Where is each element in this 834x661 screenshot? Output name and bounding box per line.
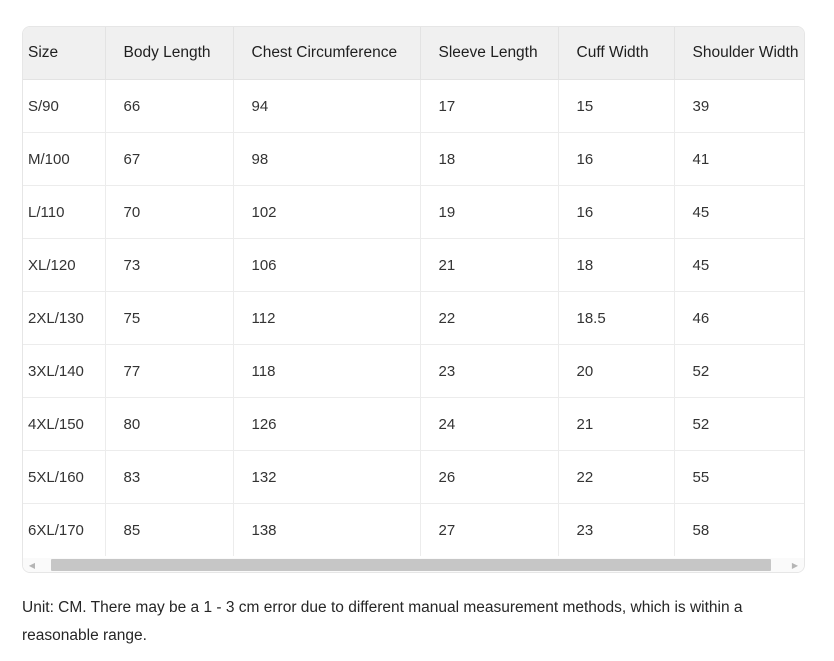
cell-shoulder-width: 55: [674, 451, 804, 504]
cell-cuff-width: 16: [558, 186, 674, 239]
cell-sleeve-length: 19: [420, 186, 558, 239]
table-row: [23, 239, 804, 292]
cell-sleeve-length: 26: [420, 451, 558, 504]
cell-body-length: 83: [105, 451, 233, 504]
cell-shoulder-width: 52: [674, 345, 804, 398]
scroll-left-arrow-icon[interactable]: ◀: [28, 561, 36, 570]
size-chart-table: [23, 27, 804, 556]
cell-body-length: 75: [105, 292, 233, 345]
table-header: [23, 27, 804, 80]
cell-shoulder-width: 39: [674, 80, 804, 133]
cell-cuff-width: 18.5: [558, 292, 674, 345]
cell-body-length: 73: [105, 239, 233, 292]
cell-sleeve-length: 18: [420, 133, 558, 186]
size-chart-card: [22, 26, 805, 573]
cell-body-length: 80: [105, 398, 233, 451]
cell-shoulder-width: 41: [674, 133, 804, 186]
cell-size: 4XL/150: [23, 398, 105, 451]
cell-chest-circumference: 94: [233, 80, 420, 133]
scrollbar-thumb[interactable]: [51, 559, 771, 571]
cell-chest-circumference: 132: [233, 451, 420, 504]
cell-shoulder-width: 45: [674, 239, 804, 292]
cell-cuff-width: 20: [558, 345, 674, 398]
cell-chest-circumference: 106: [233, 239, 420, 292]
cell-shoulder-width: 58: [674, 504, 804, 557]
cell-body-length: 67: [105, 133, 233, 186]
column-header-sleeve-length: Sleeve Length: [420, 27, 558, 80]
cell-size: 2XL/130: [23, 292, 105, 345]
cell-shoulder-width: 46: [674, 292, 804, 345]
table-scroll-area[interactable]: [23, 27, 804, 558]
horizontal-scrollbar[interactable]: [23, 558, 804, 573]
cell-sleeve-length: 22: [420, 292, 558, 345]
table-row: [23, 451, 804, 504]
cell-sleeve-length: 21: [420, 239, 558, 292]
column-header-body-length: Body Length: [105, 27, 233, 80]
column-header-shoulder-width: Shoulder Width: [674, 27, 804, 80]
measurement-note: Unit: CM. There may be a 1 - 3 cm error due to different manual measurement methods, which is within a reasonable range.: [22, 599, 743, 644]
cell-cuff-width: 23: [558, 504, 674, 557]
cell-sleeve-length: 17: [420, 80, 558, 133]
cell-size: L/110: [23, 186, 105, 239]
column-header-chest-circumference: Chest Circumference: [233, 27, 420, 80]
cell-chest-circumference: 118: [233, 345, 420, 398]
cell-chest-circumference: 102: [233, 186, 420, 239]
table-body: [23, 80, 804, 557]
table-row: [23, 292, 804, 345]
cell-cuff-width: 22: [558, 451, 674, 504]
cell-sleeve-length: 27: [420, 504, 558, 557]
table-row: [23, 398, 804, 451]
header-row: [23, 27, 804, 80]
scroll-right-arrow-icon[interactable]: ▶: [791, 561, 799, 570]
cell-shoulder-width: 45: [674, 186, 804, 239]
cell-chest-circumference: 112: [233, 292, 420, 345]
table-row: [23, 186, 804, 239]
cell-body-length: 70: [105, 186, 233, 239]
cell-shoulder-width: 52: [674, 398, 804, 451]
cell-body-length: 66: [105, 80, 233, 133]
cell-cuff-width: 15: [558, 80, 674, 133]
column-header-cuff-width: Cuff Width: [558, 27, 674, 80]
cell-sleeve-length: 23: [420, 345, 558, 398]
cell-cuff-width: 21: [558, 398, 674, 451]
table-row: [23, 133, 804, 186]
cell-chest-circumference: 126: [233, 398, 420, 451]
cell-cuff-width: 18: [558, 239, 674, 292]
cell-chest-circumference: 138: [233, 504, 420, 557]
table-row: [23, 504, 804, 557]
cell-size: XL/120: [23, 239, 105, 292]
cell-size: 3XL/140: [23, 345, 105, 398]
cell-size: 6XL/170: [23, 504, 105, 557]
cell-body-length: 77: [105, 345, 233, 398]
cell-sleeve-length: 24: [420, 398, 558, 451]
cell-size: M/100: [23, 133, 105, 186]
cell-chest-circumference: 98: [233, 133, 420, 186]
cell-body-length: 85: [105, 504, 233, 557]
cell-size: S/90: [23, 80, 105, 133]
table-row: [23, 80, 804, 133]
column-header-size: Size: [23, 27, 105, 80]
table-row: [23, 345, 804, 398]
cell-cuff-width: 16: [558, 133, 674, 186]
cell-size: 5XL/160: [23, 451, 105, 504]
